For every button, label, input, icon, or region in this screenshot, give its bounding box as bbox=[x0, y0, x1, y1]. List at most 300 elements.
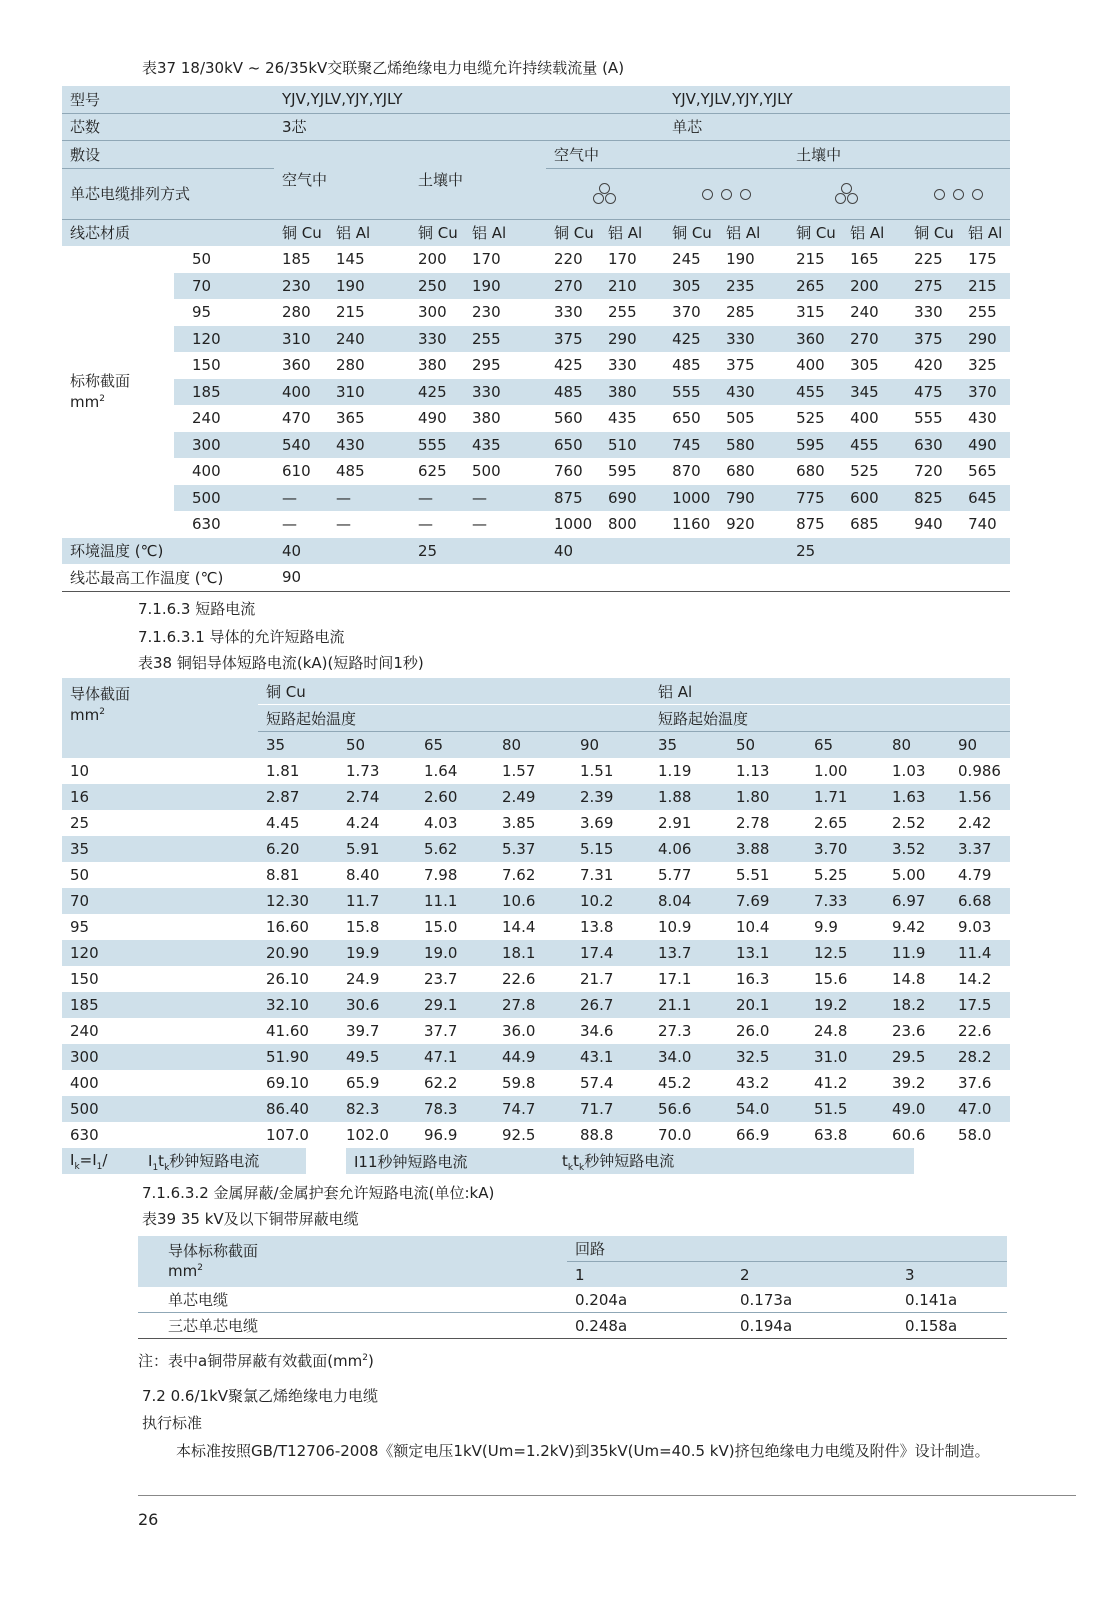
ampacity-cell: 800 bbox=[608, 515, 637, 534]
current-cell: 10.4 bbox=[736, 918, 770, 936]
material-cu: 铜 Cu bbox=[282, 224, 322, 243]
ampacity-cell: 305 bbox=[664, 273, 718, 300]
current-cell: 43.1 bbox=[580, 1048, 614, 1066]
ampacity-cell: 255 bbox=[608, 303, 637, 322]
section-size: 240 bbox=[192, 409, 221, 428]
ampacity-cell: 650 bbox=[546, 432, 600, 459]
current-cell: 26.10 bbox=[266, 970, 309, 988]
t38-section-label-text: 导体截面 bbox=[70, 685, 131, 704]
current-cell: 4.06 bbox=[658, 840, 692, 858]
current-cell: 3.37 bbox=[958, 840, 992, 858]
section-unit-sup: 2 bbox=[99, 394, 105, 405]
table-row bbox=[62, 326, 1010, 353]
current-cell: 5.77 bbox=[658, 866, 692, 884]
ampacity-cell: 200 bbox=[842, 273, 906, 300]
table-row bbox=[62, 485, 1010, 512]
ampacity-cell: 255 bbox=[968, 303, 997, 322]
current-cell: 5.00 bbox=[892, 866, 926, 884]
ampacity-cell: 240 bbox=[850, 303, 879, 322]
current-cell: 14.4 bbox=[502, 918, 536, 936]
table38 bbox=[62, 678, 1010, 1174]
t38-footnote-c: I11秒钟短路电流 bbox=[354, 1152, 468, 1171]
ampacity-cell: 555 bbox=[664, 379, 718, 406]
ampacity-cell: 825 bbox=[906, 485, 960, 512]
foot-text: 秒钟短路电流 bbox=[169, 1151, 260, 1170]
foot-sub: k bbox=[74, 1161, 80, 1172]
ampacity-cell: 250 bbox=[410, 273, 464, 300]
table38-caption: 表38 铜铝导体短路电流(kA)(短路时间1秒) bbox=[138, 654, 424, 672]
current-cell: 70.0 bbox=[658, 1126, 692, 1144]
ampacity-cell: 1000 bbox=[664, 485, 718, 512]
table37-caption: 表37 18/30kV ~ 26/35kV交联聚乙烯绝缘电力电缆允许持续载流量 (A) bbox=[142, 59, 625, 77]
foot-sub: k bbox=[164, 1162, 170, 1173]
section-size: 630 bbox=[192, 515, 221, 534]
current-cell: 9.03 bbox=[958, 918, 992, 936]
current-cell: 13.7 bbox=[658, 944, 692, 962]
ampacity-cell: 555 bbox=[914, 409, 943, 428]
current-cell: 13.1 bbox=[736, 944, 770, 962]
section-label bbox=[62, 246, 174, 538]
foot-sub: 1 bbox=[152, 1162, 159, 1173]
current-cell: 71.7 bbox=[580, 1100, 614, 1118]
current-cell: 82.3 bbox=[346, 1100, 380, 1118]
page-number: 26 bbox=[138, 1510, 159, 1529]
ampacity-cell: 270 bbox=[546, 273, 600, 300]
start-temp: 80 bbox=[892, 736, 912, 754]
current-cell: 69.10 bbox=[266, 1074, 309, 1092]
t39-cell: 0.204a bbox=[567, 1287, 732, 1313]
ampacity-cell: 285 bbox=[726, 303, 755, 322]
ampacity-cell: 310 bbox=[328, 379, 410, 406]
current-cell: 21.1 bbox=[658, 996, 692, 1014]
ampacity-cell: 235 bbox=[718, 273, 788, 300]
ampacity-cell: 685 bbox=[850, 515, 879, 534]
ambient-value: 25 bbox=[796, 541, 816, 560]
start-temp: 65 bbox=[424, 736, 444, 754]
current-cell: 22.6 bbox=[502, 970, 536, 988]
ampacity-cell: 330 bbox=[464, 379, 546, 406]
t39-section-label-text: 导体标称截面 bbox=[168, 1242, 259, 1260]
current-cell: 14.8 bbox=[892, 970, 926, 988]
ampacity-cell: 470 bbox=[282, 409, 311, 428]
current-cell: 39.2 bbox=[892, 1074, 926, 1092]
current-cell: 47.1 bbox=[424, 1048, 458, 1066]
standard-label: 执行标准 bbox=[142, 1414, 203, 1432]
current-cell: 24.8 bbox=[814, 1022, 848, 1040]
ampacity-cell: 540 bbox=[274, 432, 328, 459]
ampacity-cell: 190 bbox=[726, 250, 755, 269]
cores-1: 单芯 bbox=[664, 113, 1010, 141]
current-cell: 31.0 bbox=[814, 1048, 848, 1066]
material-cu: 铜 Cu bbox=[914, 224, 954, 243]
current-cell: 36.0 bbox=[502, 1022, 536, 1040]
current-cell: 2.74 bbox=[346, 788, 380, 806]
current-cell: 49.0 bbox=[892, 1100, 926, 1118]
section-size: 240 bbox=[70, 1022, 99, 1040]
current-cell: 1.64 bbox=[424, 762, 458, 780]
ampacity-cell: 500 bbox=[472, 462, 501, 481]
ampacity-cell: 370 bbox=[960, 379, 1010, 406]
current-cell: 51.90 bbox=[266, 1048, 309, 1066]
current-cell: 10.2 bbox=[580, 892, 614, 910]
table39 bbox=[138, 1236, 1007, 1339]
current-cell: 21.7 bbox=[580, 970, 614, 988]
current-cell: 2.87 bbox=[266, 788, 300, 806]
current-cell: 56.6 bbox=[658, 1100, 692, 1118]
table-row bbox=[62, 810, 1010, 836]
current-cell: 2.91 bbox=[658, 814, 692, 832]
table-row bbox=[62, 888, 1010, 914]
ampacity-cell: 270 bbox=[842, 326, 906, 353]
ampacity-cell: 265 bbox=[788, 273, 842, 300]
ampacity-cell: — bbox=[336, 515, 352, 534]
current-cell: 1.71 bbox=[814, 788, 848, 806]
current-cell: 11.9 bbox=[892, 944, 926, 962]
t39-row-label: 三芯单芯电缆 bbox=[138, 1313, 567, 1339]
t39-row-label: 单芯电缆 bbox=[138, 1287, 567, 1313]
table-row bbox=[62, 1096, 1010, 1122]
current-cell: 17.4 bbox=[580, 944, 614, 962]
foot-text: t bbox=[573, 1151, 580, 1170]
t38-section-unit-text: mm bbox=[70, 706, 100, 725]
ampacity-cell: 190 bbox=[464, 273, 546, 300]
cores-3: 3芯 bbox=[274, 113, 664, 141]
table39-note bbox=[138, 1350, 374, 1371]
current-cell: 15.6 bbox=[814, 970, 848, 988]
ampacity-cell: 565 bbox=[968, 462, 997, 481]
material-al: 铝 Al bbox=[472, 224, 507, 243]
current-cell: 1.88 bbox=[658, 788, 692, 806]
start-temp: 35 bbox=[266, 736, 286, 754]
current-cell: 3.85 bbox=[502, 814, 536, 832]
type-1core: YJV,YJLV,YJY,YJLY bbox=[664, 86, 1010, 113]
foot-text: 秒钟短路电流 bbox=[584, 1151, 675, 1170]
t39-section-unit-sup: 2 bbox=[197, 1263, 203, 1273]
section-size: 70 bbox=[174, 273, 274, 300]
current-cell: 63.8 bbox=[814, 1126, 848, 1144]
current-cell: 4.79 bbox=[958, 866, 992, 884]
current-cell: 2.65 bbox=[814, 814, 848, 832]
ampacity-cell: 680 bbox=[796, 462, 825, 481]
current-cell: 2.39 bbox=[580, 788, 614, 806]
current-cell: 5.91 bbox=[346, 840, 380, 858]
section-size: 400 bbox=[70, 1074, 99, 1092]
section-size: 185 bbox=[70, 996, 99, 1014]
current-cell: 6.97 bbox=[892, 892, 926, 910]
current-cell: 92.5 bbox=[502, 1126, 536, 1144]
current-cell: 11.1 bbox=[424, 892, 458, 910]
ampacity-cell: 400 bbox=[850, 409, 879, 428]
current-cell: 30.6 bbox=[346, 996, 380, 1014]
ampacity-cell: 435 bbox=[464, 432, 546, 459]
current-cell: 54.0 bbox=[736, 1100, 770, 1118]
current-cell: 49.5 bbox=[346, 1048, 380, 1066]
material-label: 线芯材质 bbox=[70, 224, 131, 243]
note-sup: 2 bbox=[362, 1353, 369, 1363]
current-cell: 44.9 bbox=[502, 1048, 536, 1066]
current-cell: 1.56 bbox=[958, 788, 992, 806]
ampacity-cell: 145 bbox=[336, 250, 365, 269]
section-size: 25 bbox=[70, 814, 90, 832]
ampacity-cell: 790 bbox=[718, 485, 788, 512]
current-cell: 4.45 bbox=[266, 814, 300, 832]
ampacity-cell: 475 bbox=[906, 379, 960, 406]
t38-footnote-b bbox=[148, 1148, 306, 1174]
current-cell: 2.49 bbox=[502, 788, 536, 806]
ambient-value: 40 bbox=[554, 541, 574, 560]
ampacity-cell: 525 bbox=[850, 462, 879, 481]
section-size: 300 bbox=[174, 432, 274, 459]
ampacity-cell: 175 bbox=[968, 250, 997, 269]
current-cell: 5.51 bbox=[736, 866, 770, 884]
current-cell: 9.42 bbox=[892, 918, 926, 936]
ampacity-cell: 215 bbox=[336, 303, 365, 322]
material-al: 铝 Al bbox=[608, 224, 643, 243]
current-cell: 57.4 bbox=[580, 1074, 614, 1092]
ampacity-cell: 225 bbox=[914, 250, 943, 269]
section-size: 95 bbox=[192, 303, 212, 322]
ampacity-cell: 275 bbox=[906, 273, 960, 300]
current-cell: 6.68 bbox=[958, 892, 992, 910]
ampacity-cell: 490 bbox=[418, 409, 447, 428]
current-cell: 14.2 bbox=[958, 970, 992, 988]
current-cell: 5.37 bbox=[502, 840, 536, 858]
current-cell: 0.986 bbox=[958, 762, 1001, 780]
current-cell: 4.03 bbox=[424, 814, 458, 832]
current-cell: 78.3 bbox=[424, 1100, 458, 1118]
current-cell: 8.81 bbox=[266, 866, 300, 884]
ampacity-cell: 425 bbox=[664, 326, 718, 353]
start-temp: 90 bbox=[958, 736, 978, 754]
section-size: 95 bbox=[70, 918, 90, 936]
current-cell: 102.0 bbox=[346, 1126, 389, 1144]
material-cu: 铜 Cu bbox=[796, 224, 836, 243]
current-cell: 1.81 bbox=[266, 762, 300, 780]
ampacity-cell: 220 bbox=[554, 250, 583, 269]
row-laying-label: 敷设 bbox=[62, 141, 274, 169]
current-cell: 2.42 bbox=[958, 814, 992, 832]
t38-section-unit bbox=[70, 703, 258, 724]
table-row bbox=[62, 458, 1010, 485]
current-cell: 16.3 bbox=[736, 970, 770, 988]
table-row bbox=[62, 1044, 1010, 1070]
current-cell: 10.9 bbox=[658, 918, 692, 936]
current-cell: 24.9 bbox=[346, 970, 380, 988]
ambient-value: 40 bbox=[282, 541, 302, 560]
start-temp: 35 bbox=[658, 736, 678, 754]
start-temp: 90 bbox=[580, 736, 600, 754]
current-cell: 7.98 bbox=[424, 866, 458, 884]
table-row bbox=[62, 1122, 1010, 1148]
section-size: 185 bbox=[174, 379, 274, 406]
ampacity-cell: 650 bbox=[672, 409, 701, 428]
current-cell: 96.9 bbox=[424, 1126, 458, 1144]
current-cell: 20.90 bbox=[266, 944, 309, 962]
note-text: 注：表中a铜带屏蔽有效截面(mm bbox=[138, 1352, 363, 1370]
ampacity-cell: 165 bbox=[850, 250, 879, 269]
start-temp: 80 bbox=[502, 736, 522, 754]
ampacity-cell: 425 bbox=[554, 356, 583, 375]
section-size: 120 bbox=[70, 944, 99, 962]
ampacity-cell: 775 bbox=[788, 485, 842, 512]
foot-sub: 1 bbox=[96, 1161, 103, 1172]
current-cell: 27.3 bbox=[658, 1022, 692, 1040]
t38-al-header: 铝 Al bbox=[650, 678, 1010, 705]
flat-arrangement-icon bbox=[664, 168, 788, 219]
t38-cu-header: 铜 Cu bbox=[258, 678, 650, 705]
section-heading: 7.1.6.3 短路电流 bbox=[138, 600, 256, 618]
current-cell: 32.5 bbox=[736, 1048, 770, 1066]
current-cell: 2.78 bbox=[736, 814, 770, 832]
current-cell: 37.7 bbox=[424, 1022, 458, 1040]
ampacity-cell: — bbox=[328, 485, 410, 512]
current-cell: 62.2 bbox=[424, 1074, 458, 1092]
current-cell: 23.6 bbox=[892, 1022, 926, 1040]
section-size: 630 bbox=[70, 1126, 99, 1144]
laying-1core-air: 空气中 bbox=[546, 141, 788, 169]
table-row bbox=[62, 511, 1010, 538]
footer-divider bbox=[138, 1495, 1076, 1496]
current-cell: 34.0 bbox=[658, 1048, 692, 1066]
ampacity-cell: 875 bbox=[796, 515, 825, 534]
table-row bbox=[62, 1070, 1010, 1096]
section-size: 70 bbox=[70, 892, 90, 910]
current-cell: 12.5 bbox=[814, 944, 848, 962]
ampacity-cell: 375 bbox=[546, 326, 600, 353]
current-cell: 19.0 bbox=[424, 944, 458, 962]
ampacity-cell: 315 bbox=[796, 303, 825, 322]
ampacity-cell: 240 bbox=[328, 326, 410, 353]
ampacity-cell: 330 bbox=[914, 303, 943, 322]
ampacity-cell: 940 bbox=[914, 515, 943, 534]
current-cell: 59.8 bbox=[502, 1074, 536, 1092]
ampacity-cell: 610 bbox=[282, 462, 311, 481]
current-cell: 7.69 bbox=[736, 892, 770, 910]
section-unit bbox=[70, 390, 174, 411]
ampacity-cell: 420 bbox=[914, 356, 943, 375]
table-row bbox=[62, 862, 1010, 888]
ampacity-cell: 380 bbox=[472, 409, 501, 428]
ampacity-cell: 625 bbox=[418, 462, 447, 481]
table-row bbox=[62, 246, 1010, 273]
current-cell: 1.00 bbox=[814, 762, 848, 780]
table37-body bbox=[62, 246, 1010, 538]
section-size: 16 bbox=[70, 788, 90, 806]
ampacity-cell: 230 bbox=[274, 273, 328, 300]
t38-footnote-d bbox=[554, 1148, 914, 1174]
section-size: 10 bbox=[70, 762, 90, 780]
ampacity-cell: 295 bbox=[472, 356, 501, 375]
ampacity-cell: 305 bbox=[850, 356, 879, 375]
ampacity-cell: 400 bbox=[274, 379, 328, 406]
ambient-label: 环境温度 (℃) bbox=[70, 542, 164, 561]
ampacity-cell: 190 bbox=[328, 273, 410, 300]
table-row bbox=[62, 405, 1010, 432]
note-text: ) bbox=[368, 1352, 374, 1370]
section-size: 120 bbox=[174, 326, 274, 353]
section-size: 500 bbox=[70, 1100, 99, 1118]
current-cell: 45.2 bbox=[658, 1074, 692, 1092]
current-cell: 12.30 bbox=[266, 892, 309, 910]
ampacity-cell: 290 bbox=[600, 326, 664, 353]
t38-section-unit-sup: 2 bbox=[99, 707, 105, 718]
ampacity-cell: 200 bbox=[418, 250, 447, 269]
t38-section-label bbox=[62, 678, 258, 732]
ampacity-cell: 720 bbox=[914, 462, 943, 481]
current-cell: 3.88 bbox=[736, 840, 770, 858]
foot-text: I bbox=[148, 1151, 153, 1170]
current-cell: 7.62 bbox=[502, 866, 536, 884]
foot-text: / bbox=[102, 1150, 108, 1169]
current-cell: 1.63 bbox=[892, 788, 926, 806]
t39-circuit-label: 回路 bbox=[567, 1236, 1007, 1262]
standard-text: 本标准按照GB/T12706-2008《额定电压1kV(Um=1.2kV)到35kV(Um=40.5 kV)挤包绝缘电力电缆及附件》设计制造。 bbox=[176, 1442, 990, 1460]
ampacity-cell: 185 bbox=[282, 250, 311, 269]
current-cell: 1.13 bbox=[736, 762, 770, 780]
ampacity-cell: 555 bbox=[410, 432, 464, 459]
ampacity-cell: 455 bbox=[788, 379, 842, 406]
t39-circuit: 2 bbox=[740, 1265, 750, 1284]
table-row bbox=[62, 1018, 1010, 1044]
current-cell: 6.20 bbox=[266, 840, 300, 858]
current-cell: 3.70 bbox=[814, 840, 848, 858]
ampacity-cell: — bbox=[472, 515, 488, 534]
current-cell: 9.9 bbox=[814, 918, 838, 936]
current-cell: 17.5 bbox=[958, 996, 992, 1014]
current-cell: 43.2 bbox=[736, 1074, 770, 1092]
ampacity-cell: 510 bbox=[600, 432, 664, 459]
current-cell: 58.0 bbox=[958, 1126, 992, 1144]
current-cell: 74.7 bbox=[502, 1100, 536, 1118]
ampacity-cell: 595 bbox=[608, 462, 637, 481]
current-cell: 4.24 bbox=[346, 814, 380, 832]
current-cell: 107.0 bbox=[266, 1126, 309, 1144]
table37 bbox=[62, 86, 1010, 592]
t39-circuit: 1 bbox=[575, 1265, 585, 1284]
table39-caption: 表39 35 kV及以下铜带屏蔽电缆 bbox=[142, 1210, 359, 1228]
type-3core: YJV,YJLV,YJY,YJLY bbox=[274, 86, 664, 113]
t38-al-starttemp: 短路起始温度 bbox=[650, 705, 1010, 732]
t38-cu-starttemp: 短路起始温度 bbox=[258, 705, 650, 732]
current-cell: 3.52 bbox=[892, 840, 926, 858]
start-temp: 65 bbox=[814, 736, 834, 754]
start-temp: 50 bbox=[346, 736, 366, 754]
ampacity-cell: 330 bbox=[718, 326, 788, 353]
maxtemp-label: 线芯最高工作温度 (℃) bbox=[62, 564, 274, 591]
row-type-label: 型号 bbox=[62, 86, 274, 113]
current-cell: 5.25 bbox=[814, 866, 848, 884]
ampacity-cell: 760 bbox=[554, 462, 583, 481]
laying-1core-soil: 土壤中 bbox=[788, 141, 1010, 169]
section-label-text: 标称截面 bbox=[70, 372, 131, 391]
section-size: 50 bbox=[70, 866, 90, 884]
section-size: 35 bbox=[70, 840, 90, 858]
ampacity-cell: 365 bbox=[336, 409, 365, 428]
ampacity-cell: 380 bbox=[418, 356, 447, 375]
table-row bbox=[62, 914, 1010, 940]
ampacity-cell: 595 bbox=[788, 432, 842, 459]
ampacity-cell: 215 bbox=[960, 273, 1010, 300]
start-temp: 50 bbox=[736, 736, 756, 754]
t39-cell: 0.141a bbox=[897, 1287, 1007, 1313]
t39-cell: 0.173a bbox=[732, 1287, 897, 1313]
current-cell: 3.69 bbox=[580, 814, 614, 832]
ampacity-cell: 560 bbox=[554, 409, 583, 428]
section-heading: 7.1.6.3.2 金属屏蔽/金属护套允许短路电流(单位:kA) bbox=[142, 1184, 495, 1202]
ampacity-cell: 740 bbox=[968, 515, 997, 534]
current-cell: 66.9 bbox=[736, 1126, 770, 1144]
ampacity-cell: 435 bbox=[608, 409, 637, 428]
